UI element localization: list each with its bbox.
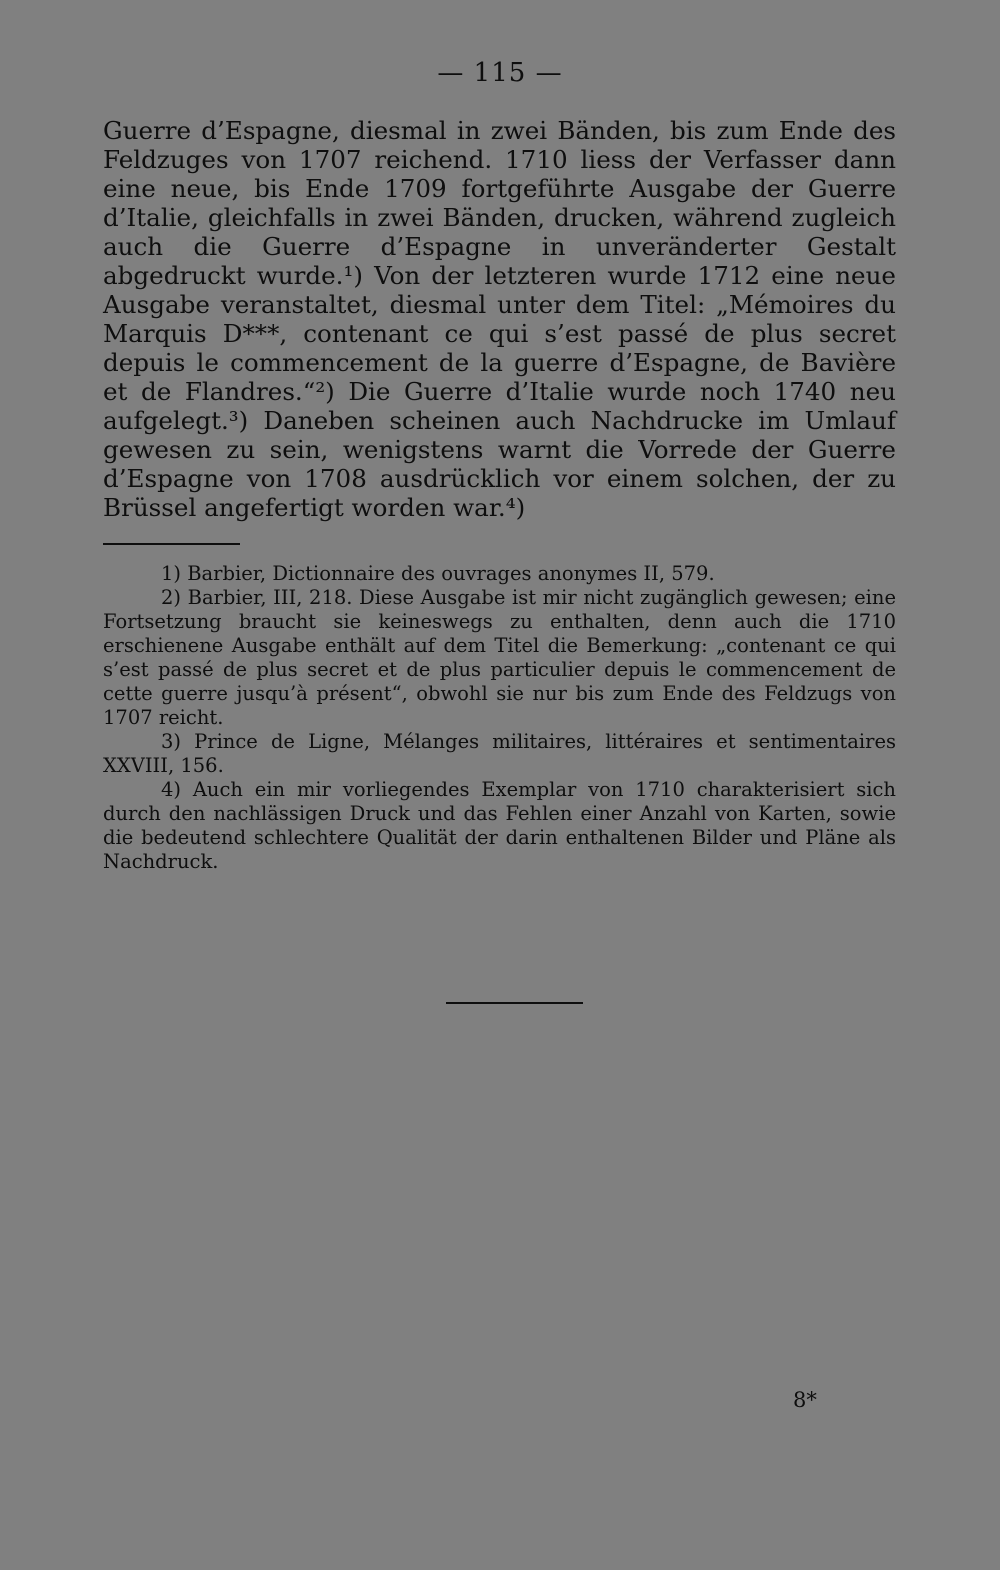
footnote-2: 2) Barbier, III, 218. Diese Ausgabe ist mir nicht zugänglich gewesen; eine Fortsetzung braucht sie keineswegs zu enthalten, denn auch die 1710 erschienene Ausgabe enthält auf dem Titel die Bemerkung: „contenant ce qui s’est passé de plus secret et de plus particulier depuis le commencement de cette guerre jusqu’à présent“, obwohl sie nur bis zum Ende des Feldzugs von 1707 reicht. [103,586,896,729]
page-number: — 115 — [437,58,563,88]
footnotes [103,562,896,874]
printer-signature: 8* [793,1388,817,1412]
footnote-rule [103,543,240,545]
main-text [103,116,896,522]
footnote-3: 3) Prince de Ligne, Mélanges militaires, littéraires et sentimentaires XXVIII, 156. [103,730,896,777]
section-end-rule [446,1002,583,1004]
footnote-4: 4) Auch ein mir vorliegendes Exemplar von 1710 charakterisiert sich durch den nachlässigen Druck und das Fehlen einer Anzahl von Karten, sowie die bedeutend schlechtere Qualität der darin enthaltenen Bilder und Pläne als Nachdruck. [103,778,896,873]
body-paragraph: Guerre d’Espagne, diesmal in zwei Bänden, bis zum Ende des Feldzuges von 1707 reichend. 1710 liess der Verfasser dann eine neue, bis Ende 1709 fortgeführte Ausgabe der Guerre d’Italie, gleichfalls in zwei Bänden, drucken, während zugleich auch die Guerre d’Espagne in unveränderter Gestalt abgedruckt wurde.¹) Von der letzteren wurde 1712 eine neue Ausgabe veranstaltet, diesmal unter dem Titel: „Mémoires du Marquis D***, contenant ce qui s’est passé de plus secret depuis le commencement de la guerre d’Espagne, de Bavière et de Flandres.“²) Die Guerre d’Italie wurde noch 1740 neu aufgelegt.³) Daneben scheinen auch Nachdrucke im Umlauf gewesen zu sein, wenigstens warnt die Vorrede der Guerre d’Espagne von 1708 ausdrücklich vor einem solchen, der zu Brüssel angefertigt worden war.⁴) [103,116,896,522]
footnote-1: 1) Barbier, Dictionnaire des ouvrages anonymes II, 579. [161,562,715,585]
